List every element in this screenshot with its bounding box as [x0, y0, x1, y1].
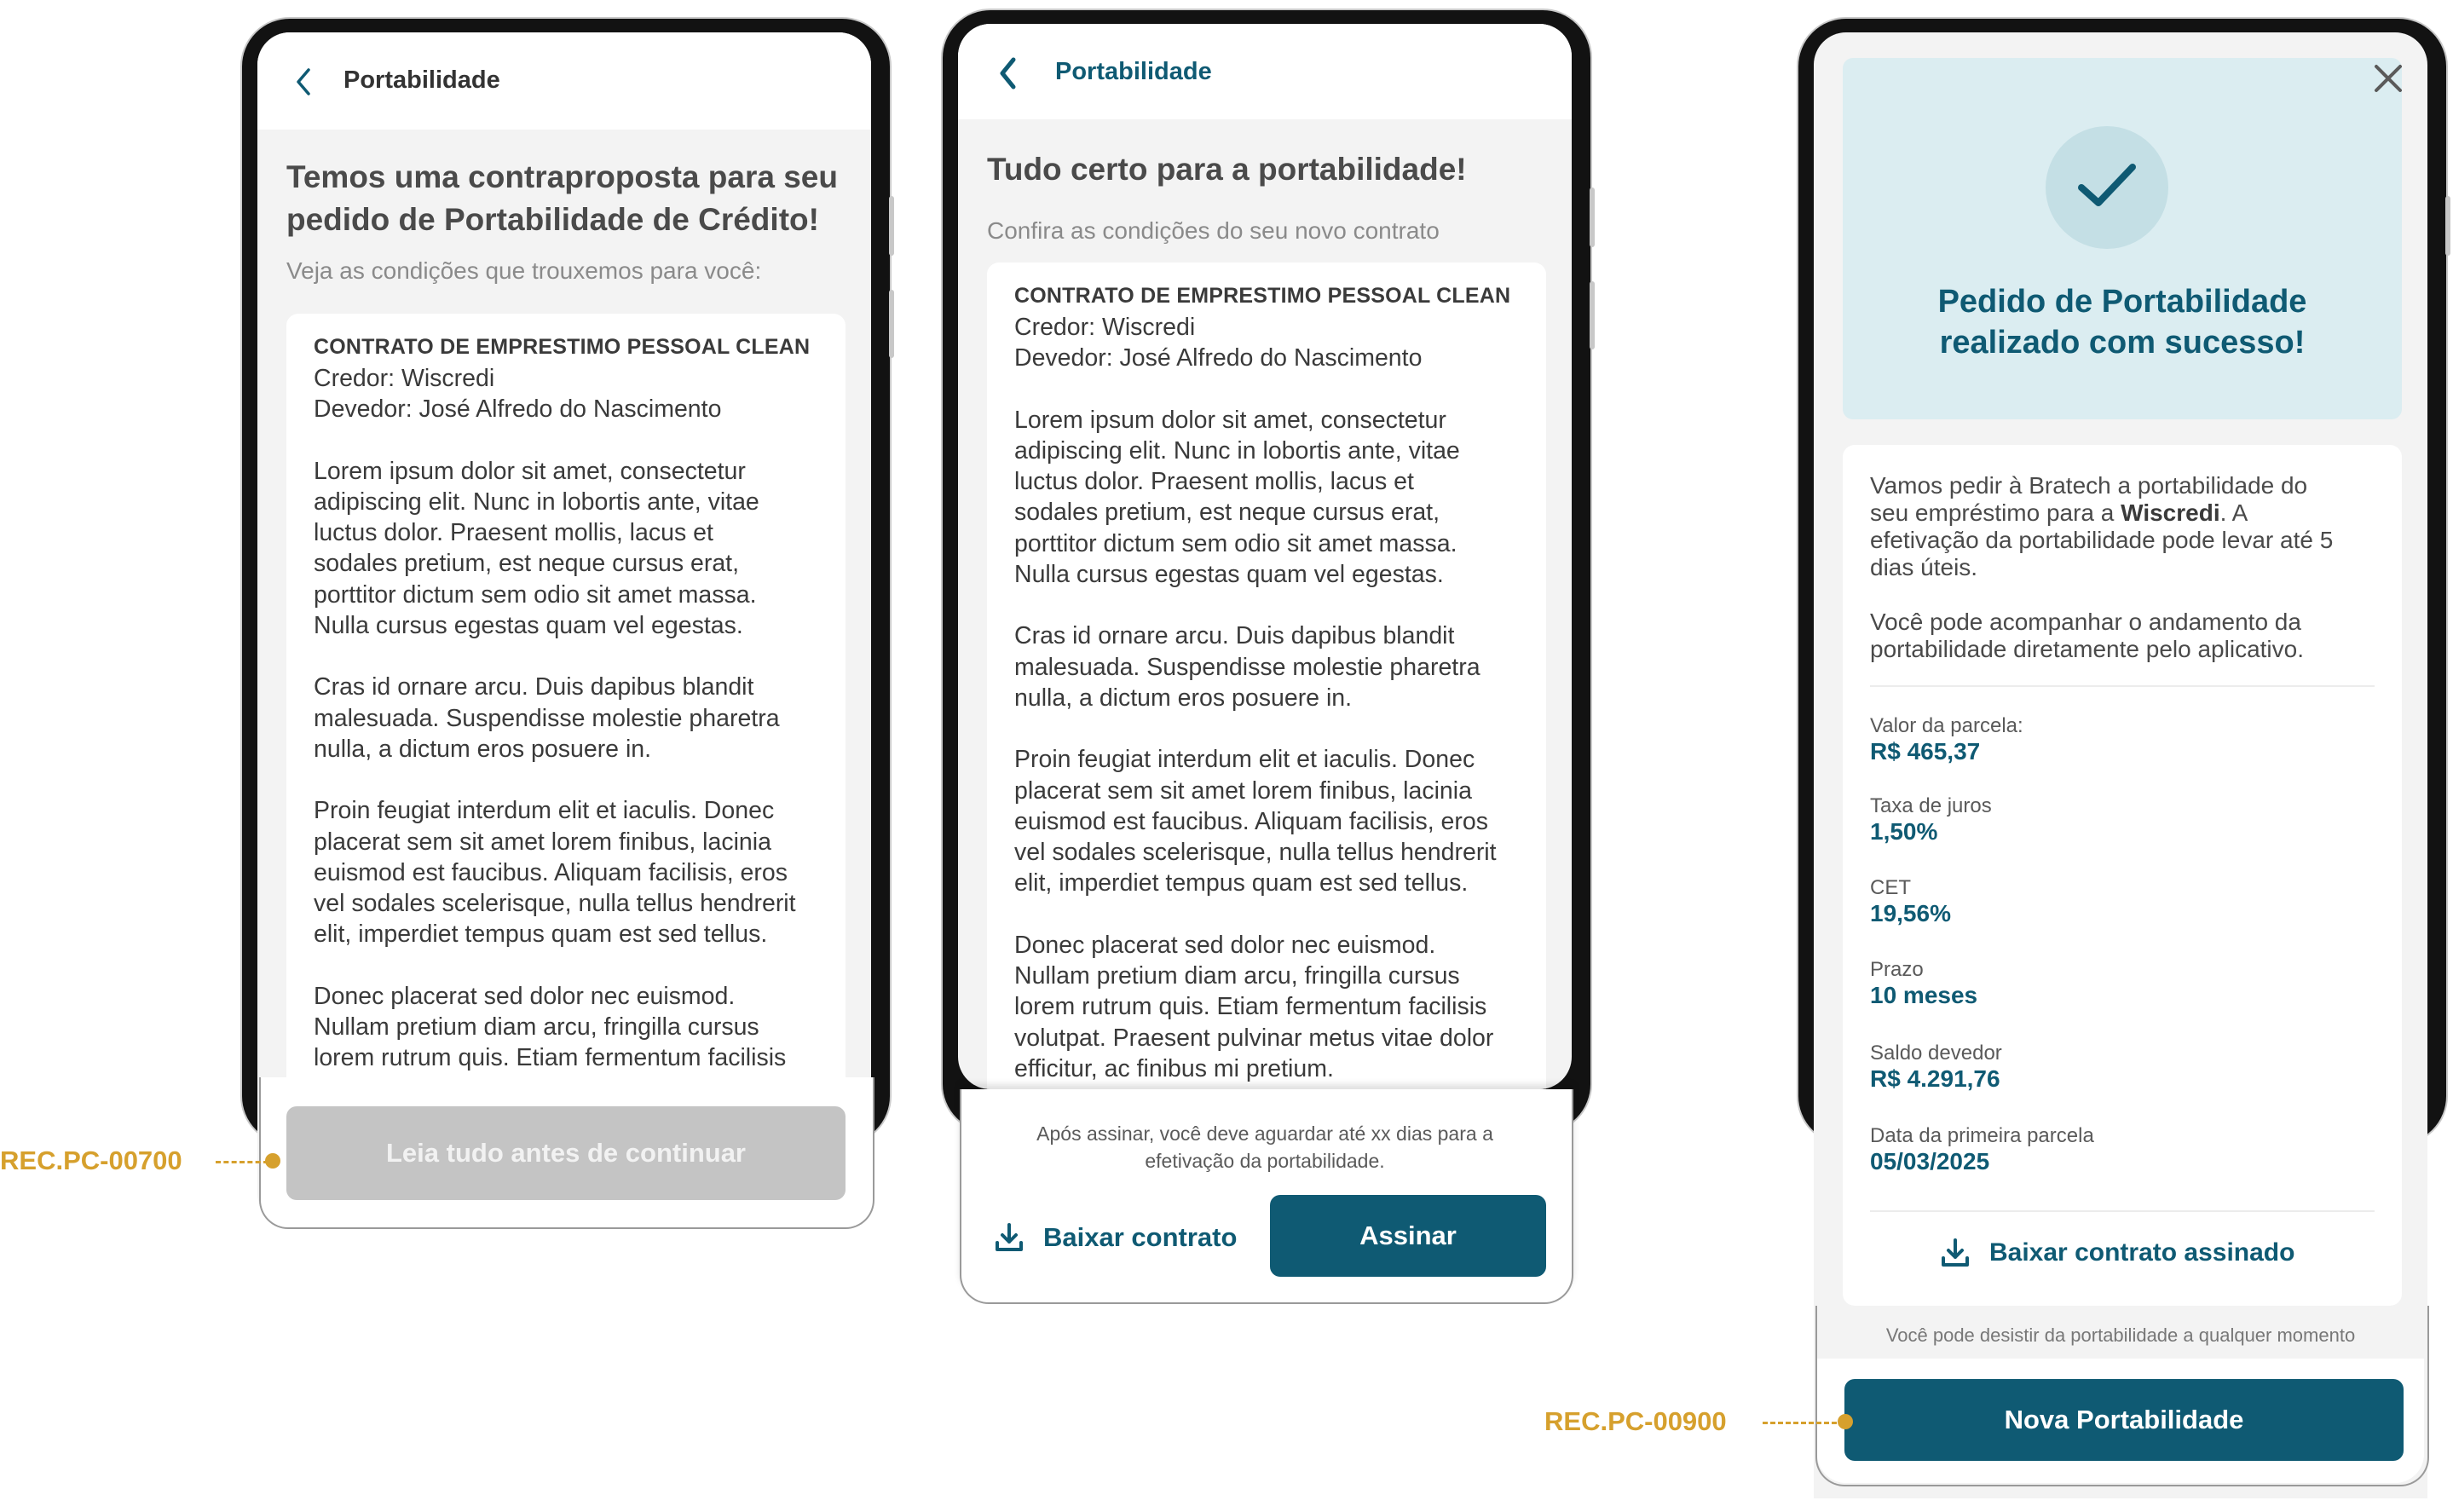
screen-tag: REC.PC-00700 — [0, 1146, 182, 1175]
contract-paragraph: Lorem ipsum dolor sit amet, consectetur adipiscing elit. Nunc in lobortis ante, vitae luctus dolor. Praesent mollis, lacus et sodales pretium, est neque cursus erat, porttitor dictum sem odio sit amet massa. Nulla cursus egestas quam vel egestas. — [1014, 406, 1460, 589]
divider — [1870, 1210, 2375, 1212]
header-title: Portabilidade — [1055, 58, 1212, 85]
contract-paragraph: Cras id ornare arcu. Duis dapibus blandit malesuada. Suspendisse molestie pharetra nulla, a dictum eros posuere in. — [1014, 622, 1480, 712]
download-signed-label: Baixar contrato assinado — [1989, 1238, 2295, 1267]
read-all-button[interactable]: Leia tudo antes de continuar — [286, 1106, 846, 1200]
contract-creditor: Credor: Wiscredi — [314, 365, 495, 392]
page-title: Temos uma contraproposta para seu pedido de Portabilidade de Crédito! — [286, 159, 838, 237]
back-arrow-icon[interactable] — [293, 66, 314, 97]
detail-item: Saldo devedor R$ 4.291,76 — [1870, 1042, 2002, 1092]
success-title: Pedido de Portabilidade realizado com sucesso! — [1937, 284, 2307, 361]
download-contract-button[interactable] — [992, 1214, 1248, 1261]
info-text: Vamos pedir à Bratech a portabilidade do seu empréstimo para a Wiscredi. A efetivação da portabilidade pode levar até 5 dias úteis. Você pode acompanhar o andamento da portabilidade diretamente pelo aplicativo. — [1870, 472, 2334, 662]
contract-paragraph: Donec placerat sed dolor nec euismod. Nullam pretium diam arcu, fringilla cursus lorem rutrum quis. Etiam fermentum facilisis — [314, 982, 787, 1072]
phone-side-button — [889, 290, 894, 358]
screen-1 — [257, 32, 871, 1226]
checkmark-icon — [2076, 160, 2138, 213]
phone-side-button — [1590, 281, 1595, 349]
tag-connector — [216, 1161, 268, 1163]
app-header — [257, 32, 871, 130]
back-arrow-icon[interactable] — [997, 56, 1018, 90]
header-title: Portabilidade — [343, 66, 500, 94]
tag-dot — [265, 1153, 280, 1169]
detail-item: Prazo 10 meses — [1870, 958, 1978, 1008]
download-icon — [992, 1221, 1026, 1255]
phone-side-button — [1590, 188, 1595, 247]
download-contract-label: Baixar contrato — [1043, 1222, 1238, 1252]
contract-paragraph: Lorem ipsum dolor sit amet, consectetur adipiscing elit. Nunc in lobortis ante, vitae luctus dolor. Praesent mollis, lacus et sodales pretium, est neque cursus erat, porttitor dictum sem odio sit amet massa. Nulla cursus egestas quam vel egestas. — [314, 457, 759, 640]
download-signed-contract-button[interactable] — [1938, 1227, 2294, 1278]
phone-side-button — [889, 196, 894, 256]
detail-item: Valor da parcela: R$ 465,37 — [1870, 714, 2023, 765]
withdraw-note: Você pode desistir da portabilidade a qualquer momento — [1885, 1324, 2356, 1346]
divider — [1870, 685, 2375, 687]
detail-item: Data da primeira parcela 05/03/2025 — [1870, 1124, 2094, 1174]
contract-title: CONTRATO DE EMPRESTIMO PESSOAL CLEAN — [1014, 284, 1511, 308]
contract-title: CONTRATO DE EMPRESTIMO PESSOAL CLEAN — [314, 335, 811, 359]
detail-item: Taxa de juros 1,50% — [1870, 794, 1992, 845]
details-card — [1843, 445, 2402, 1306]
contract-paragraph: Cras id ornare arcu. Duis dapibus blandit malesuada. Suspendisse molestie pharetra nulla, a dictum eros posuere in. — [314, 673, 780, 763]
contract-paragraph: Proin feugiat interdum elit et iaculis. Donec placerat sem sit amet lorem finibus, lacinia euismod est faucibus. Aliquam facilisis, eros vel sodales scelerisque, nulla tellus hendrerit elit, imperdiet tempus quam est sed tellus. — [1014, 746, 1497, 897]
page-subtitle: Confira as condições do seu novo contrato — [987, 217, 1440, 244]
success-banner — [1843, 58, 2402, 419]
contract-debtor: Devedor: José Alfredo do Nascimento — [314, 395, 722, 424]
contract-paragraph: Proin feugiat interdum elit et iaculis. Donec placerat sem sit amet lorem finibus, lacinia euismod est faucibus. Aliquam facilisis, eros vel sodales scelerisque, nulla tellus hendrerit elit, imperdiet tempus quam est sed tellus. — [314, 797, 796, 949]
contract-creditor: Credor: Wiscredi — [1014, 314, 1196, 341]
new-portability-button[interactable]: Nova Portabilidade — [1844, 1379, 2404, 1461]
signing-notice: Após assinar, você deve aguardar até xx dias para a efetivação da portabilidade. — [1036, 1122, 1493, 1172]
screen-3 — [1814, 32, 2427, 1498]
success-circle — [2046, 126, 2168, 249]
tag-dot — [1838, 1414, 1853, 1429]
sign-button[interactable]: Assinar — [1270, 1195, 1546, 1277]
contract-card[interactable] — [987, 263, 1546, 1089]
tag-connector — [1763, 1422, 1844, 1424]
screen-2 — [958, 24, 1572, 1089]
page-subtitle: Veja as condições que trouxemos para você: — [286, 257, 762, 284]
screen-tag: REC.PC-00900 — [1544, 1406, 1727, 1436]
download-icon — [1938, 1236, 1972, 1270]
app-header — [958, 24, 1572, 119]
close-icon[interactable] — [2373, 63, 2404, 94]
phone-side-button — [2445, 196, 2450, 256]
page-title: Tudo certo para a portabilidade! — [987, 152, 1467, 187]
detail-item: CET 19,56% — [1870, 876, 1951, 926]
contract-paragraph: Donec placerat sed dolor nec euismod. Nullam pretium diam arcu, fringilla cursus lorem rutrum quis. Etiam fermentum facilisis volutpat. Praesent pulvinar metus vitae dolor efficitur, ac finibus mi pretium. — [1014, 931, 1494, 1082]
contract-debtor: Devedor: José Alfredo do Nascimento — [1014, 344, 1423, 372]
